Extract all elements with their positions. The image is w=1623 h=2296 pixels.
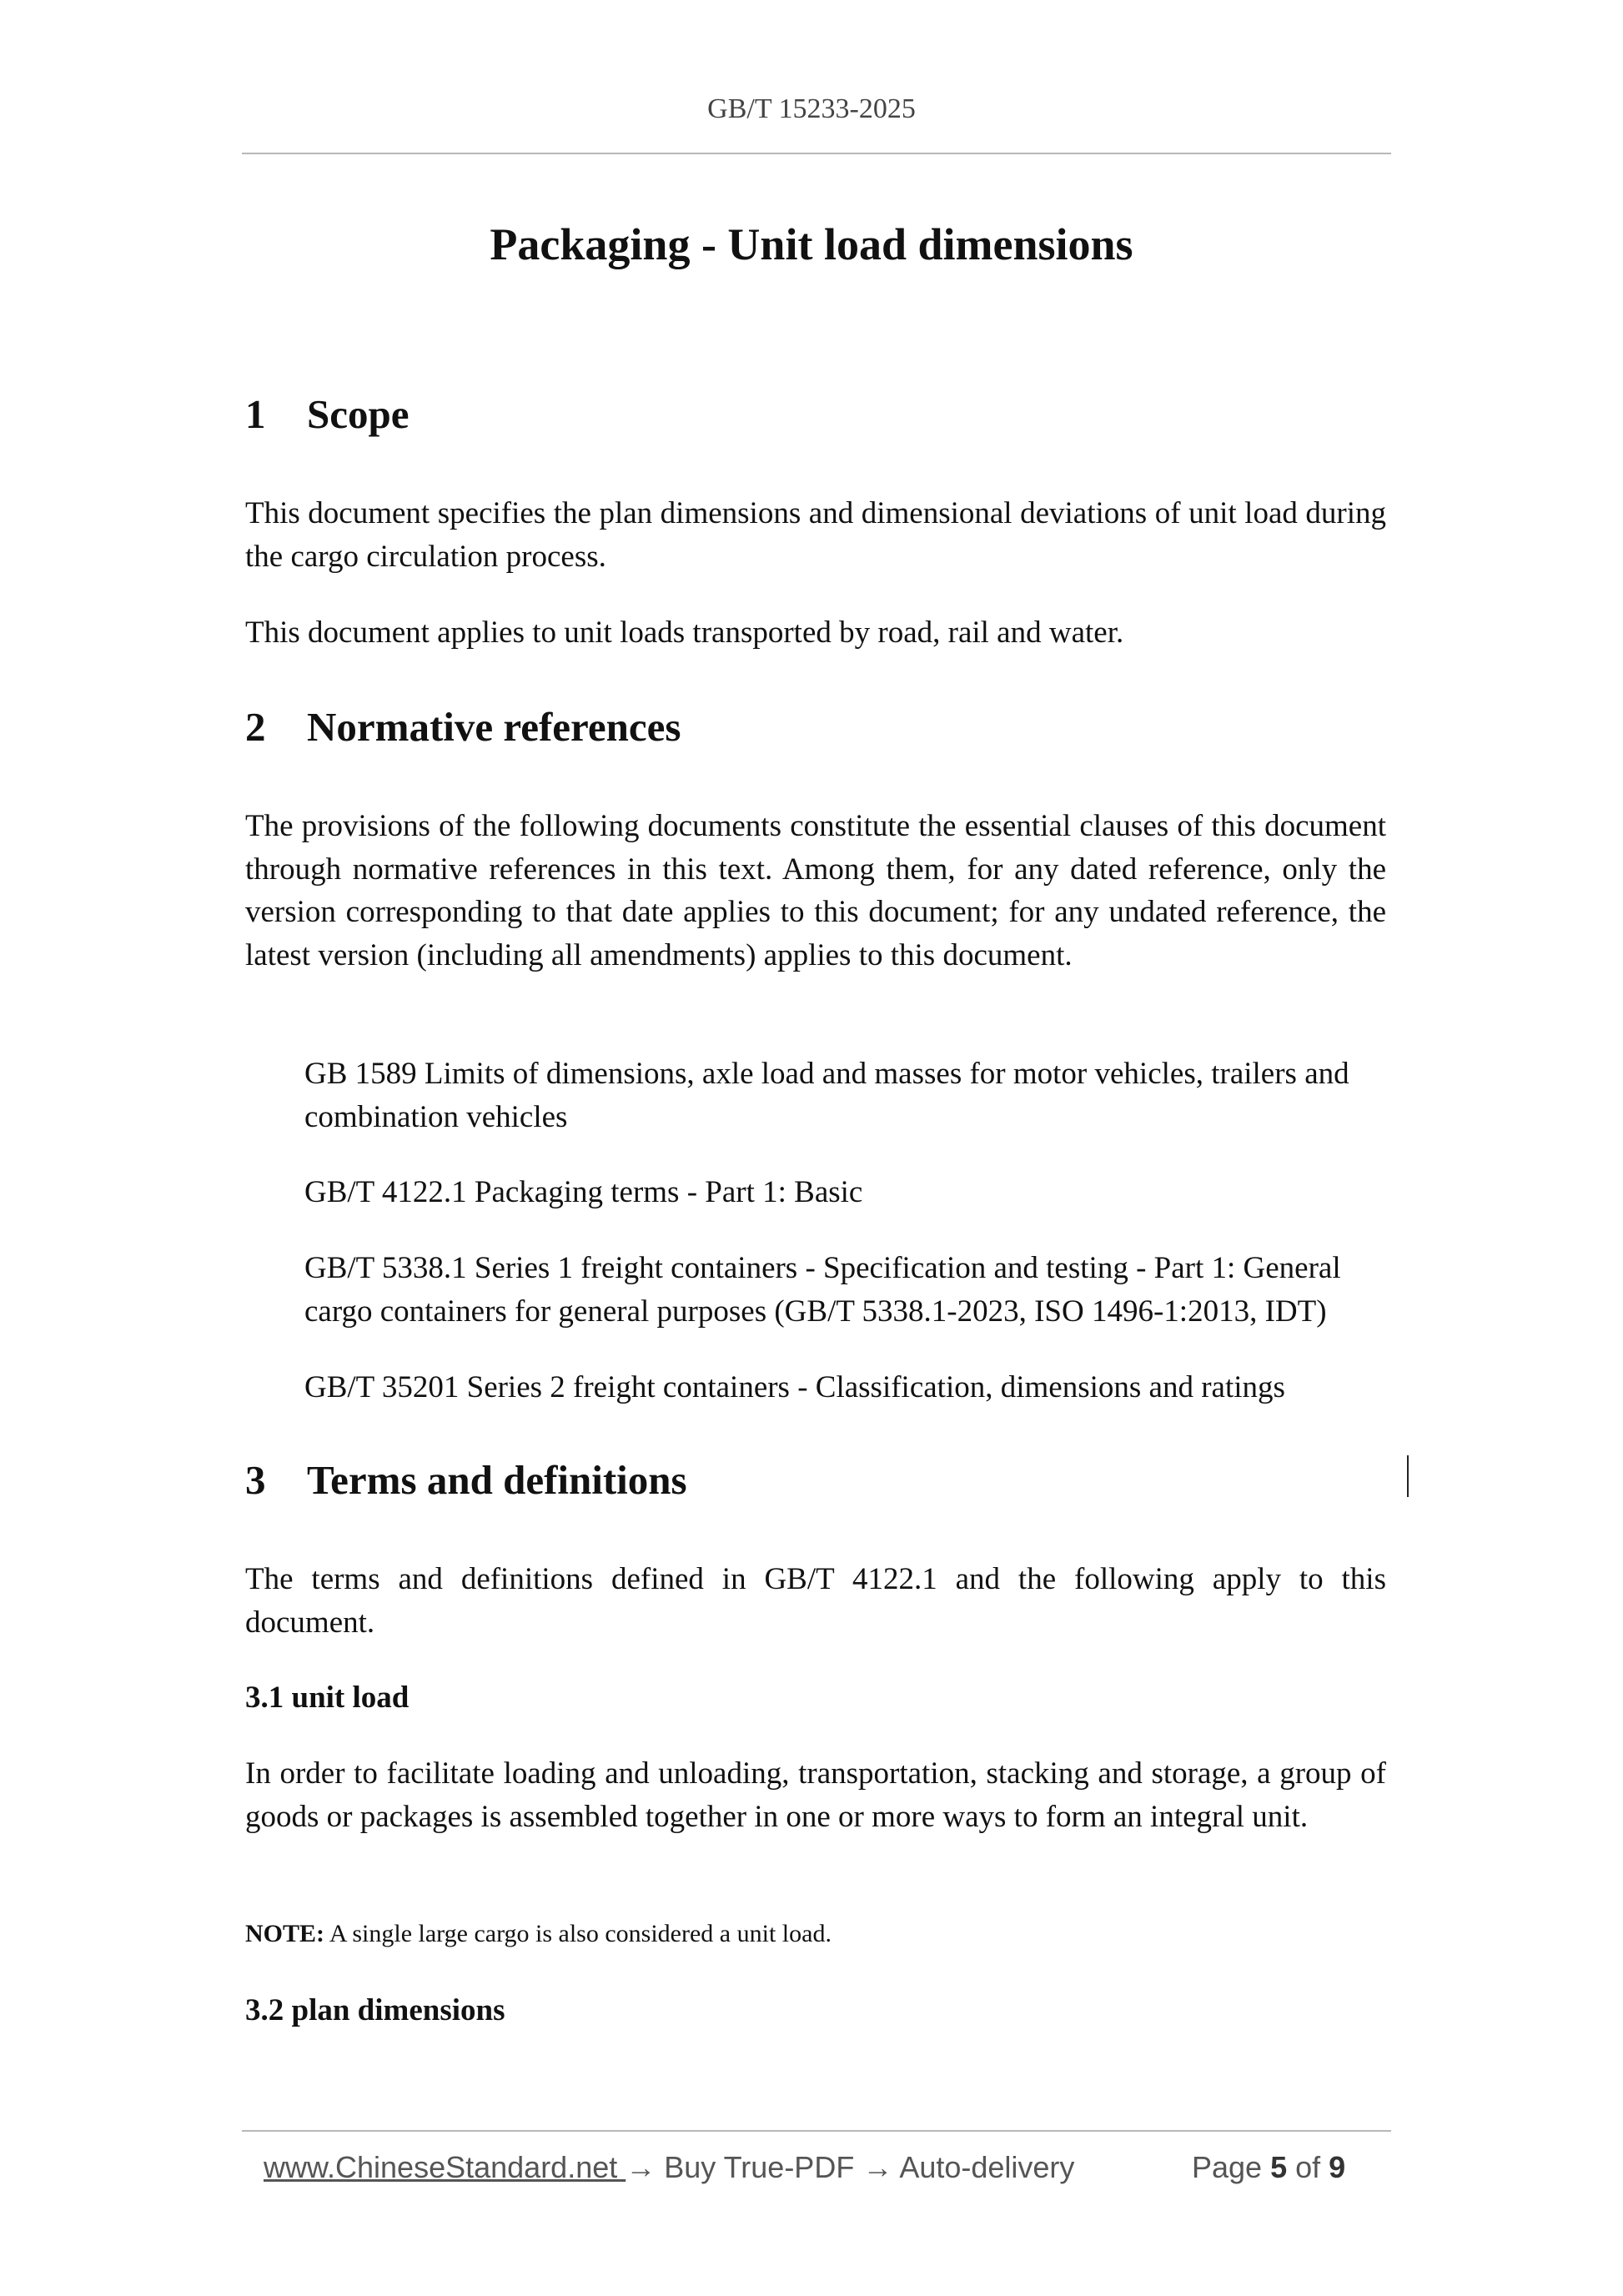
site-link[interactable]: www.ChineseStandard.net — [264, 2150, 626, 2184]
scope-paragraph-1: This document specifies the plan dimensions and dimensional deviations of unit load during the cargo circulation process. — [245, 496, 1386, 574]
term-heading-plan-dimensions: 3.2 plan dimensions — [245, 1993, 505, 2027]
term-note — [245, 1920, 832, 1948]
terms-intro-paragraph: The terms and definitions defined in GB/T 4122.1 and the following apply to this document. — [245, 1562, 1386, 1640]
section-title: Normative references — [307, 704, 681, 750]
section-number: 3 — [245, 1457, 266, 1503]
arrow-right-icon: → — [626, 2150, 656, 2184]
section-number: 2 — [245, 704, 266, 750]
total-pages-number: 9 — [1329, 2150, 1346, 2184]
document-title: Packaging - Unit load dimensions — [490, 219, 1133, 269]
reference-item: GB/T 35201 Series 2 freight containers - Classification, dimensions and ratings — [304, 1370, 1285, 1404]
buy-text: Buy True-PDF — [656, 2150, 863, 2184]
section-heading-scope — [245, 390, 410, 438]
arrow-right-icon: → — [862, 2150, 893, 2184]
text-cursor — [1407, 1455, 1409, 1497]
section-title: Terms and definitions — [307, 1457, 687, 1503]
section-heading-normative-references — [245, 703, 681, 751]
reference-item: GB/T 5338.1 Series 1 freight containers - Specification and testing - Part 1: General cargo containers for general purposes (GB/T 5338.1-2023, ISO 1496-1:2013, IDT) — [304, 1251, 1341, 1329]
footer-divider — [242, 2130, 1391, 2132]
normative-intro-paragraph: The provisions of the following documents constitute the essential clauses of this document through normative references in this text. Among them, for any dated reference, only the version corresponding to that date applies to this document; for any undated reference, the latest version (including all amendments) applies to this document. — [245, 809, 1386, 972]
section-heading-terms-definitions — [245, 1456, 687, 1504]
footer-promo — [264, 2150, 1074, 2185]
reference-item: GB 1589 Limits of dimensions, axle load and masses for motor vehicles, trailers and combination vehicles — [304, 1057, 1349, 1134]
delivery-text: Auto-delivery — [892, 2150, 1075, 2184]
current-page-number: 5 — [1270, 2150, 1288, 2184]
page-label: Page — [1192, 2150, 1271, 2184]
term-heading-unit-load: 3.1 unit load — [245, 1681, 410, 1715]
term-definition-unit-load: In order to facilitate loading and unloading, transportation, stacking and storage, a group of goods or packages is assembled together in one or more ways to form an integral unit. — [245, 1756, 1386, 1834]
section-number: 1 — [245, 391, 266, 437]
scope-paragraph-2: This document applies to unit loads transported by road, rail and water. — [245, 615, 1124, 650]
section-title: Scope — [307, 391, 410, 437]
reference-item: GB/T 4122.1 Packaging terms - Part 1: Basic — [304, 1175, 863, 1209]
note-text: A single large cargo is also considered a unit load. — [324, 1920, 832, 1947]
of-label: of — [1287, 2150, 1329, 2184]
page-indicator — [1192, 2150, 1345, 2185]
doc-number-header: GB/T 15233-2025 — [707, 93, 916, 124]
header-divider — [242, 153, 1391, 154]
note-label: NOTE: — [245, 1920, 325, 1947]
